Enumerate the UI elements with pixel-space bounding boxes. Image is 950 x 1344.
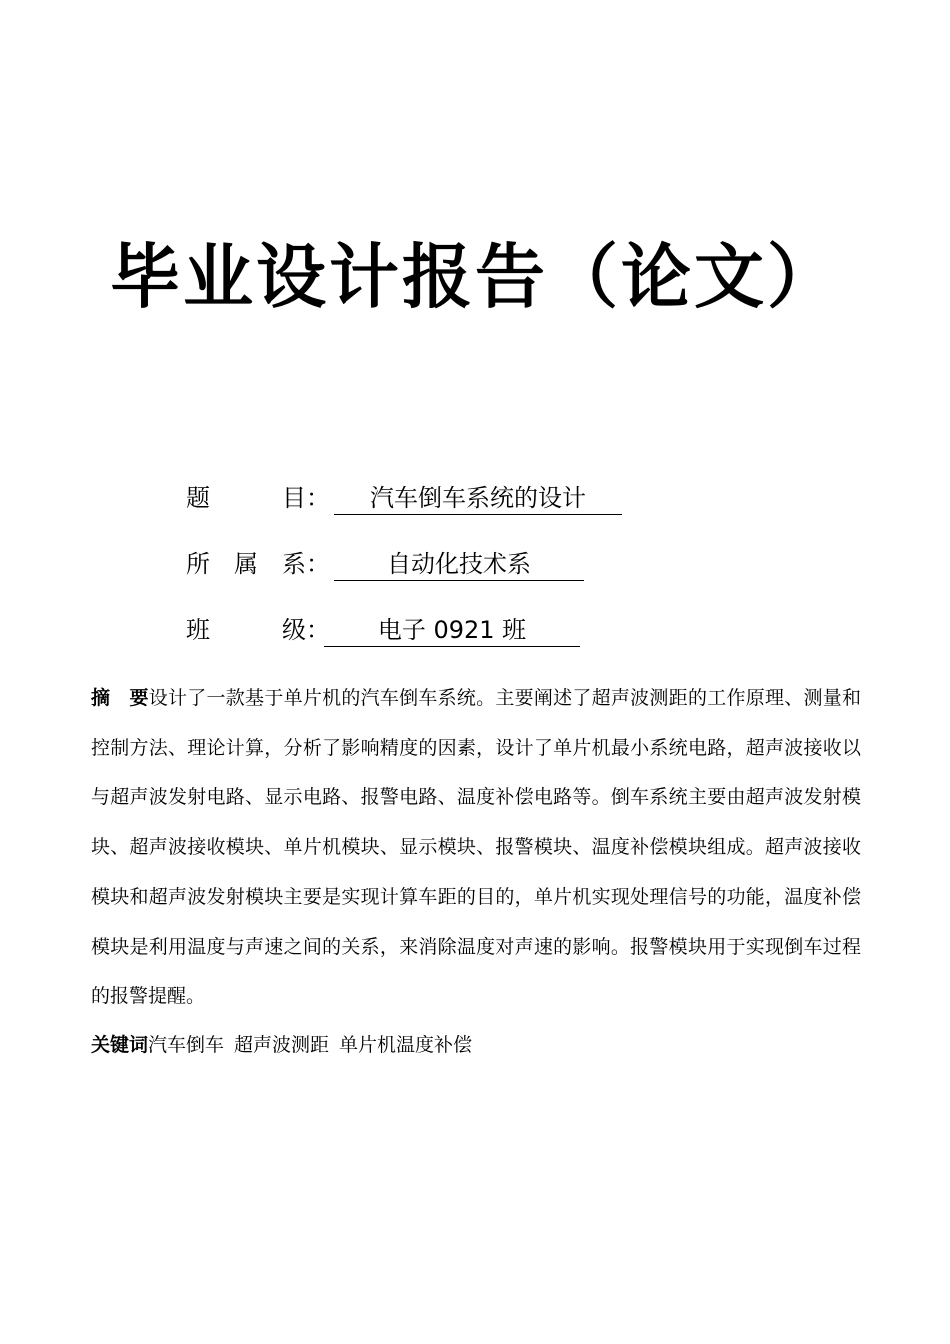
department-value: 自动化技术系 xyxy=(334,544,584,581)
topic-label: 题 目： xyxy=(186,484,330,512)
document-title: 毕业设计报告（论文） xyxy=(110,236,840,318)
class-label: 班 级： xyxy=(186,616,330,644)
keywords-heading: 关键词 xyxy=(91,1034,149,1056)
abstract-heading: 摘 要 xyxy=(91,687,149,709)
keyword-item: 超声波测距 xyxy=(234,1034,330,1056)
department-label: 所 属 系： xyxy=(186,550,330,578)
topic-value: 汽车倒车系统的设计 xyxy=(334,478,622,515)
abstract-text: 设计了一款基于单片机的汽车倒车系统。主要阐述了超声波测距的工作原理、测量和控制方法、理论计算，分析了影响精度的因素，设计了单片机最小系统电路，超声波接收以与超声波发射电路、显示电路、报警电路、温度补偿电路等。倒车系统主要由超声波发射模块、超声波接收模块、单片机模块、显示模块、报警模块、温度补偿模块组成。超声波接收模块和超声波发射模块主要是实现计算车距的目的，单片机实现处理信号的功能，温度补偿模块是利用温度与声速之间的关系，来消除温度对声速的影响。报警模块用于实现倒车过程的报警提醒。 xyxy=(91,687,861,1008)
keyword-item: 单片机温度补偿 xyxy=(339,1034,473,1056)
keyword-item: 汽车倒车 xyxy=(148,1034,225,1056)
abstract-paragraph xyxy=(91,674,861,1022)
class-value: 电子 0921 班 xyxy=(324,610,580,647)
keywords-line xyxy=(91,1025,482,1065)
